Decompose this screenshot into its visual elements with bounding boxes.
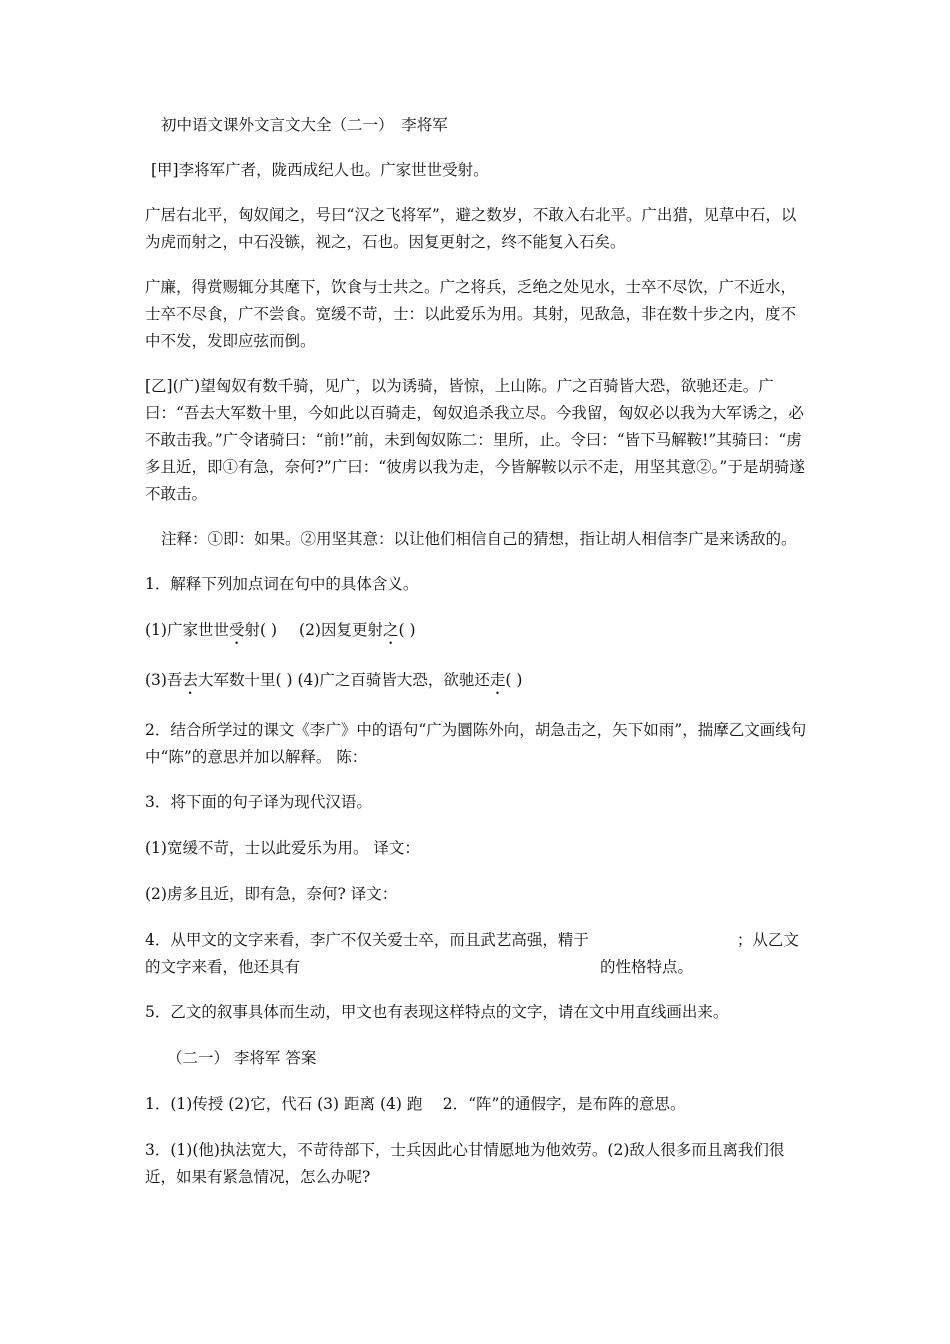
q1-item-3-dotted-word: 去 bbox=[182, 671, 198, 689]
question-3-item-1: (1)宽缓不苛，士以此爱乐为用。 译文： bbox=[145, 839, 420, 857]
answer-3: 3．(1)(他)执法宽大，不苛待部下，士兵因此心甘情愿地为他效劳。(2)敌人很多而且离我们很近，如果有紧急情况，怎么办呢? bbox=[145, 1141, 785, 1186]
passage-jia-paragraph-2: 广居右北平，匈奴闻之，号曰“汉之飞将军”，避之数岁，不敢入右北平。广出猎，见草中石，以为虎而射之，中石没镞，视之，石也。因复更射之，终不能复入石矣。 bbox=[145, 206, 797, 251]
q1-item-1-text: (1)广家世世 bbox=[145, 621, 229, 639]
q1-item-4-dotted-word: 走 bbox=[489, 671, 506, 689]
question-1: 1．解释下列加点词在句中的具体含义。 bbox=[145, 575, 419, 593]
annotation-notes: 注释：①即：如果。②用坚其意：以让他们相信自己的猜想，指让胡人相信李广是来诱敌的。 bbox=[161, 530, 797, 548]
q4-part-2: ；从乙文的文字来看，他还具有 bbox=[145, 931, 799, 976]
q4-part-1: 4．从甲文的文字来看，李广不仅关爱士卒，而且武艺高强，精于 bbox=[145, 931, 589, 949]
question-3-item-2: (2)虏多且近，即有急，奈何? 译文： bbox=[145, 885, 398, 903]
q1-item-2-dotted-word: 之 bbox=[382, 621, 399, 639]
answer-heading: （二一） 李将军 答案 bbox=[167, 1049, 317, 1067]
passage-jia-paragraph-3: 广廉，得赏赐辄分其麾下，饮食与士共之。广之将兵，乏绝之处见水，士卒不尽饮，广不近水，士卒不尽食，广不尝食。宽缓不苛，士：以此爱乐为用。其射，见敌急，非在数十步之内，度不中不发，发即应弦而倒。 bbox=[145, 278, 797, 350]
q1-item-2-blank: ( ) bbox=[398, 621, 416, 639]
question-1-items-b bbox=[145, 667, 810, 698]
q4-part-3: 的性格特点。 bbox=[600, 958, 694, 976]
question-2: 2．结合所学过的课文《李广》中的语句“广为圜陈外向，胡急击之，矢下如雨”，揣摩乙文画线句中“陈”的意思并加以解释。 陈： bbox=[145, 721, 807, 766]
passage-yi: [乙](广)望匈奴有数千骑，见广，以为诱骑，皆惊，上山陈。广之百骑皆大恐，欲驰还走。广曰：“吾去大军数十里，今如此以百骑走，匈奴追杀我立尽。今我留，匈奴必以我为大军诱之，必不敢击我。”广令诸骑曰：“前!”前，未到匈奴陈二：里所，止。令曰：“皆下马解鞍!”其骑曰：“虏多且近，即①有急，奈何?”广曰：“彼虏以我为走，今皆解鞍以示不走，用坚其意②。”于是胡骑遂不敢击。 bbox=[145, 377, 805, 503]
q1-item-3-blank: 大军数十里( ) bbox=[197, 671, 298, 689]
q1-item-4-text: (4)广之百骑皆大恐，欲驰还 bbox=[297, 671, 490, 689]
question-5: 5．乙文的叙事具体而生动，甲文也有表现这样特点的文字，请在文中用直线画出来。 bbox=[145, 1003, 729, 1021]
question-3: 3．将下面的句子译为现代汉语。 bbox=[145, 793, 372, 811]
document-page bbox=[145, 112, 810, 1209]
answer-1-2: 1．(1)传授 (2)它，代石 (3) 距离 (4) 跑 2．“阵”的通假字，是布阵的意思。 bbox=[145, 1095, 686, 1113]
q1-item-3-text: (3)吾 bbox=[145, 671, 183, 689]
q1-item-4-blank: ( ) bbox=[505, 671, 523, 689]
question-4 bbox=[145, 927, 810, 981]
passage-jia-intro: [甲]李将军广者，陇西成纪人也。广家世世受射。 bbox=[151, 161, 489, 179]
q1-item-1-blank: 射( ) bbox=[244, 621, 278, 639]
question-1-items-a bbox=[145, 617, 810, 648]
document-title: 初中语文课外文言文大全（二一） 李将军 bbox=[161, 116, 448, 134]
q1-item-2-text: (2)因复更射 bbox=[299, 621, 383, 639]
q1-item-1-dotted-word: 受 bbox=[228, 621, 245, 639]
